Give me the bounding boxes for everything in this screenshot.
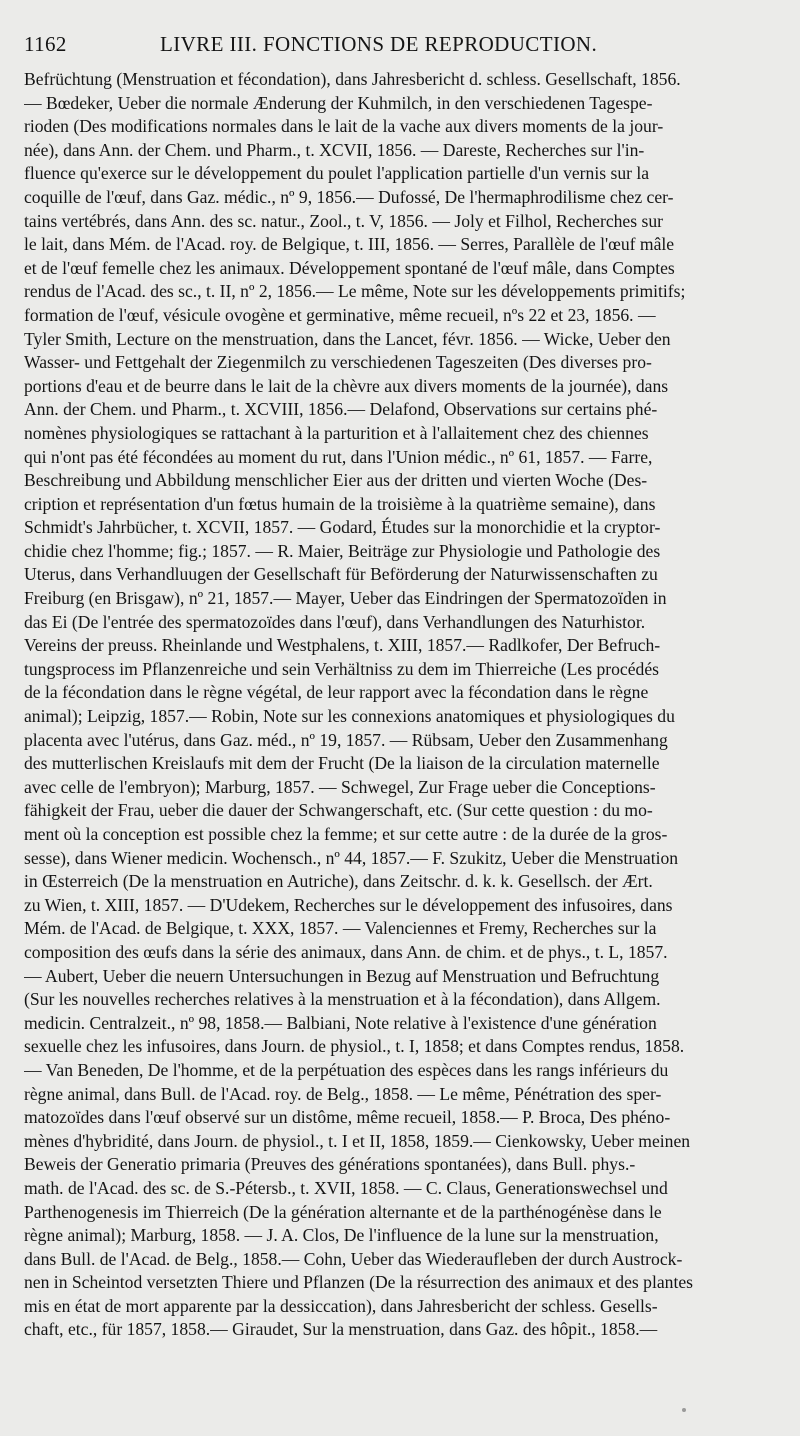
- text-line: matozoïdes dans l'œuf observé sur un distôme, même recueil, 1858.— P. Broca, Des phéno-: [24, 1107, 671, 1128]
- text-line: tains vertébrés, dans Ann. des sc. natur., Zool., t. V, 1856. — Joly et Filhol, Recherches sur: [24, 210, 663, 231]
- text-line: dans Bull. de l'Acad. de Belg., 1858.— Cohn, Ueber das Wiederaufleben der durch Austrock-: [24, 1248, 683, 1269]
- text-line: sexuelle chez les infusoires, dans Journ. de physiol., t. I, 1858; et dans Comptes rendus, 1858.: [24, 1036, 685, 1057]
- text-line: rioden (Des modifications normales dans le lait de la vache aux divers moments de la jour-: [24, 116, 664, 137]
- text-line: Beschreibung und Abbildung menschlicher Eier aus der dritten und vierten Woche (Des-: [24, 470, 648, 491]
- text-line: cription et représentation d'un fœtus humain de la troisième à la quatrième semaine), dans: [24, 493, 656, 514]
- text-line: sesse), dans Wiener medicin. Wochensch., nº 44, 1857.— F. Szukitz, Ueber die Menstruation: [24, 847, 679, 868]
- text-line: Wasser- und Fettgehalt der Ziegenmilch zu verschiedenen Tageszeiten (Des diverses pro-: [24, 352, 652, 373]
- text-line: née), dans Ann. der Chem. und Pharm., t. XCVII, 1856. — Dareste, Recherches sur l'in-: [24, 139, 645, 160]
- text-line: Parthenogenesis im Thierreich (De la génération alternante et de la parthénogénèse dans le: [24, 1201, 662, 1222]
- text-line: rendus de l'Acad. des sc., t. II, nº 2, 1856.— Le même, Note sur les développements primitifs;: [24, 281, 686, 302]
- text-line: Freiburg (en Brisgaw), nº 21, 1857.— Mayer, Ueber das Eindringen der Spermatozoïden in: [24, 588, 667, 609]
- text-line: mènes d'hybridité, dans Journ. de physiol., t. I et II, 1858, 1859.— Cienkowsky, Ueber meinen: [24, 1130, 691, 1151]
- text-line: placenta avec l'utérus, dans Gaz. méd., nº 19, 1857. — Rübsam, Ueber den Zusammenhang: [24, 729, 668, 750]
- text-line: nomènes physiologiques se rattachant à la parturition et à l'allaitement chez des chiennes: [24, 422, 649, 443]
- text-line: tungsprocess im Pflanzenreiche und sein Verhältniss zu dem im Thierreiche (Les procédés: [24, 658, 659, 679]
- text-line: das Ei (De l'entrée des spermatozoïdes dans l'œuf), dans Verhandlungen des Naturhistor.: [24, 611, 646, 632]
- text-line: medicin. Centralzeit., nº 98, 1858.— Balbiani, Note relative à l'existence d'une génération: [24, 1012, 657, 1033]
- text-line: nen in Scheintod versetzten Thiere und Pflanzen (De la résurrection des animaux et des plantes: [24, 1272, 693, 1293]
- text-line: mis en état de mort apparente par la dessiccation), dans Jahresbericht der schless. Gesells-: [24, 1295, 658, 1316]
- text-line: in Œsterreich (De la menstruation en Autriche), dans Zeitschr. d. k. k. Gesellsch. der Ært.: [24, 871, 653, 892]
- text-line: — Aubert, Ueber die neuern Untersuchungen in Bezug auf Menstruation und Befruchtung: [24, 965, 660, 986]
- page-number: 1162: [24, 32, 67, 56]
- text-line: avec celle de l'embryon); Marburg, 1857. — Schwegel, Zur Frage ueber die Conceptions-: [24, 776, 656, 797]
- bibliography-text: [24, 68, 774, 1342]
- text-line: chidie chez l'homme; fig.; 1857. — R. Maier, Beiträge zur Physiologie und Pathologie des: [24, 540, 661, 561]
- text-line: des mutterlischen Kreislaufs mit dem der Frucht (De la liaison de la circulation maternelle: [24, 753, 660, 774]
- text-line: coquille de l'œuf, dans Gaz. médic., nº 9, 1856.— Dufossé, De l'hermaphrodilisme chez cer-: [24, 186, 674, 207]
- page-header: [24, 30, 774, 64]
- text-line: — Bœdeker, Ueber die normale Ænderung der Kuhmilch, in den verschiedenen Tagespe-: [24, 92, 653, 113]
- text-line: formation de l'œuf, vésicule ovogène et germinative, même recueil, nºs 22 et 23, 1856. —: [24, 304, 656, 325]
- text-line: Ann. der Chem. und Pharm., t. XCVIII, 1856.— Delafond, Observations sur certains phé-: [24, 399, 658, 420]
- text-line: règne animal); Marburg, 1858. — J. A. Clos, De l'influence de la lune sur la menstruation,: [24, 1225, 659, 1246]
- text-line: Schmidt's Jahrbücher, t. XCVII, 1857. — Godard, Études sur la monorchidie et la cryptor-: [24, 517, 661, 538]
- text-line: règne animal, dans Bull. de l'Acad. roy. de Belg., 1858. — Le même, Pénétration des sper-: [24, 1083, 662, 1104]
- text-line: ment où la conception est possible chez la femme; et sur cette autre : de la durée de la gros-: [24, 824, 668, 844]
- text-line: zu Wien, t. XIII, 1857. — D'Udekem, Recherches sur le développement des infusoires, dans: [24, 894, 673, 915]
- text-line: Mém. de l'Acad. de Belgique, t. XXX, 1857. — Valenciennes et Fremy, Recherches sur la: [24, 918, 657, 939]
- text-line: fähigkeit der Frau, ueber die dauer der Schwangerschaft, etc. (Sur cette question : du mo-: [24, 800, 653, 821]
- text-line: et de l'œuf femelle chez les animaux. Développement spontané de l'œuf mâle, dans Comptes: [24, 257, 675, 278]
- text-line: portions d'eau et de beurre dans le lait de la chèvre aux divers moments de la journée), dans: [24, 375, 669, 396]
- text-line: — Van Beneden, De l'homme, et de la perpétuation des espèces dans les rangs inférieurs du: [24, 1059, 669, 1080]
- text-line: (Sur les nouvelles recherches relatives à la menstruation et à la fécondation), dans Allgem.: [24, 989, 661, 1010]
- text-line: Beweis der Generatio primaria (Preuves des générations spontanées), dans Bull. phys.-: [24, 1154, 636, 1175]
- text-line: de la fécondation dans le règne végétal, de leur rapport avec la fécondation dans le règne: [24, 682, 649, 703]
- text-line: qui n'ont pas été fécondées au moment du rut, dans l'Union médic., nº 61, 1857. — Farre,: [24, 446, 653, 467]
- text-line: math. de l'Acad. des sc. de S.-Pétersb., t. XVII, 1858. — C. Claus, Generationswechsel und: [24, 1177, 668, 1198]
- text-line: composition des œufs dans la série des animaux, dans Ann. de chim. et de phys., t. L, 1857.: [24, 941, 668, 962]
- text-line: Vereins der preuss. Rheinlande und Westphalens, t. XIII, 1857.— Radlkofer, Der Befruch-: [24, 635, 661, 656]
- text-line: fluence qu'exerce sur le développement du poulet l'application partielle d'un vernis sur la: [24, 163, 650, 184]
- print-speck: [682, 1408, 686, 1412]
- text-line: animal); Leipzig, 1857.— Robin, Note sur les connexions anatomiques et physiologiques du: [24, 706, 675, 727]
- text-line: le lait, dans Mém. de l'Acad. roy. de Belgique, t. III, 1856. — Serres, Parallèle de l'œuf mâle: [24, 234, 675, 255]
- text-line: Tyler Smith, Lecture on the menstruation, dans the Lancet, févr. 1856. — Wicke, Ueber den: [24, 328, 671, 349]
- text-line: Uterus, dans Verhandluugen der Gesellschaft für Beförderung der Naturwissenschaften zu: [24, 564, 658, 585]
- text-line: chaft, etc., für 1857, 1858.— Giraudet, Sur la menstruation, dans Gaz. des hôpit., 1858.—: [24, 1319, 658, 1340]
- text-line: Befrüchtung (Menstruation et fécondation), dans Jahresbericht d. schless. Gesellschaft, 1856.: [24, 69, 681, 89]
- running-title: LIVRE III. FONCTIONS DE REPRODUCTION.: [160, 32, 598, 56]
